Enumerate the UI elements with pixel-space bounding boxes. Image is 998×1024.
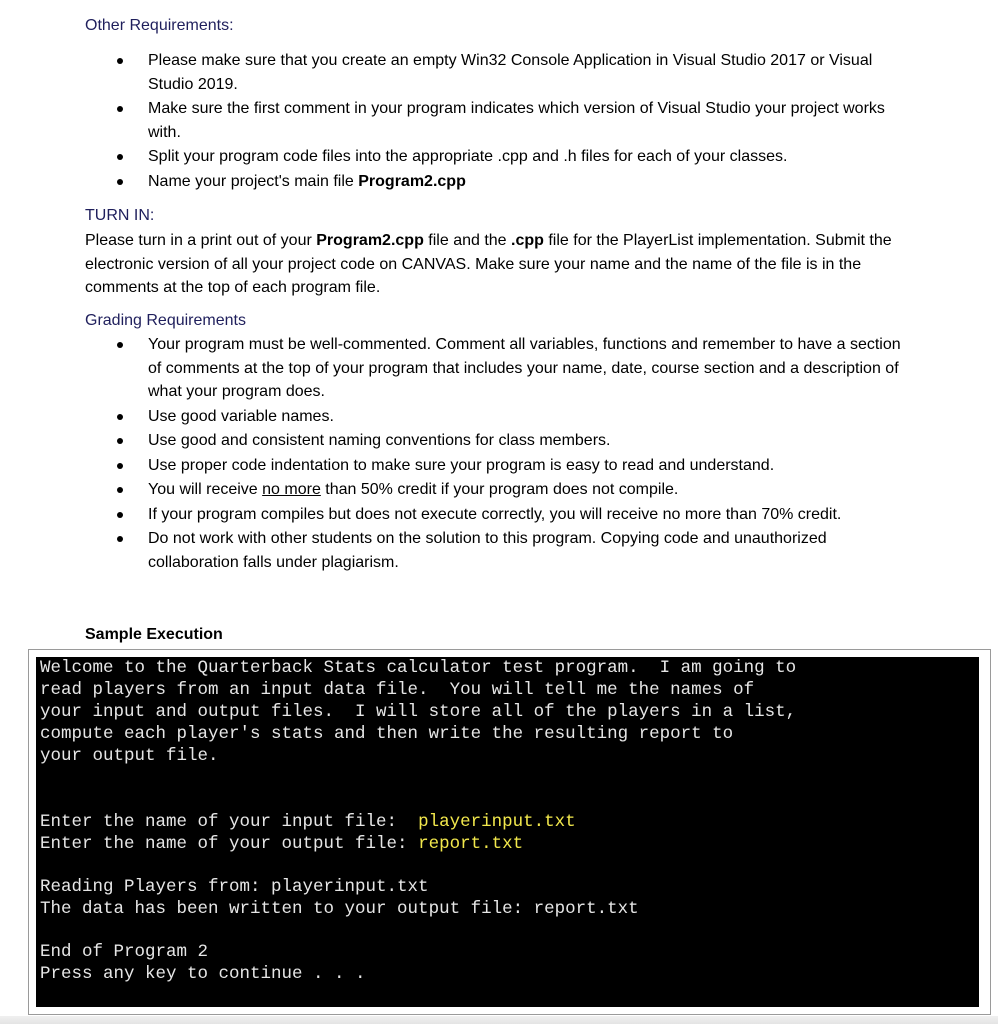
program-file-name: Program2.cpp [316, 232, 424, 249]
console-line: Welcome to the Quarterback Stats calculator test program. I am going to [40, 658, 797, 678]
console-line: your output file. [40, 746, 219, 766]
console-line [40, 811, 576, 833]
list-item: Make sure the first comment in your program indicates which version of Visual Studio your project works with. [85, 97, 905, 144]
output-answer: report.txt [418, 834, 524, 854]
output-prompt: Enter the name of your output file: [40, 834, 419, 854]
list-item-text: Name your project's main file [148, 172, 359, 190]
list-item: Split your program code files into the appropriate .cpp and .h files for each of your classes. [85, 145, 905, 169]
turn-in-text: file and the [423, 232, 512, 249]
console-line: read players from an input data file. You will tell me the names of [40, 680, 755, 700]
turn-in-heading: TURN IN: [85, 207, 155, 224]
page-bottom-edge [0, 1016, 998, 1024]
list-item: Use good and consistent naming conventions for class members. [85, 429, 905, 453]
cpp-extension: .cpp [511, 232, 544, 249]
input-answer: playerinput.txt [418, 812, 576, 832]
turn-in-paragraph [85, 229, 915, 300]
list-item: Please make sure that you create an empty Win32 Console Application in Visual Studio 2017 or Visual Studio 2019. [85, 49, 905, 96]
sample-execution-title: Sample Execution [85, 626, 223, 643]
main-file-name: Program2.cpp [358, 172, 466, 190]
turn-in-text: file for the PlayerList implementation. Submit the electronic version of all your project code on CANVAS. Make sure your name and the name of the file is in the comments at the top of each program file. [85, 232, 892, 296]
console-line: The data has been written to your output file: report.txt [40, 899, 639, 919]
list-item: Your program must be well-commented. Comment all variables, functions and remember to have a section of comments at the top of your program that includes your name, date, course section and a description of what your program does. [85, 333, 905, 404]
list-item [85, 478, 905, 502]
grading-requirements-heading: Grading Requirements [85, 312, 246, 329]
other-requirements-list [85, 49, 905, 194]
grading-requirements-list [85, 333, 905, 575]
console-line: Reading Players from: playerinput.txt [40, 877, 429, 897]
list-item-text: than 50% credit if your program does not compile. [320, 481, 679, 498]
underlined-text: no more [262, 481, 321, 498]
console-window [36, 657, 979, 1007]
turn-in-text: Please turn in a print out of your [85, 232, 317, 249]
console-line [40, 833, 523, 855]
console-line: your input and output files. I will store all of the players in a list, [40, 702, 797, 722]
list-item [85, 170, 905, 194]
console-line: Press any key to continue . . . [40, 964, 366, 984]
list-item: Do not work with other students on the solution to this program. Copying code and unauthorized collaboration falls under plagiarism. [85, 527, 905, 574]
other-requirements-heading: Other Requirements: [85, 17, 234, 34]
input-prompt: Enter the name of your input file: [40, 812, 419, 832]
list-item: If your program compiles but does not execute correctly, you will receive no more than 70% credit. [85, 503, 905, 527]
console-line: End of Program 2 [40, 942, 209, 962]
list-item: Use proper code indentation to make sure your program is easy to read and understand. [85, 454, 905, 478]
console-line: compute each player's stats and then write the resulting report to [40, 724, 734, 744]
list-item: Use good variable names. [85, 405, 905, 429]
list-item-text: You will receive [148, 481, 263, 498]
